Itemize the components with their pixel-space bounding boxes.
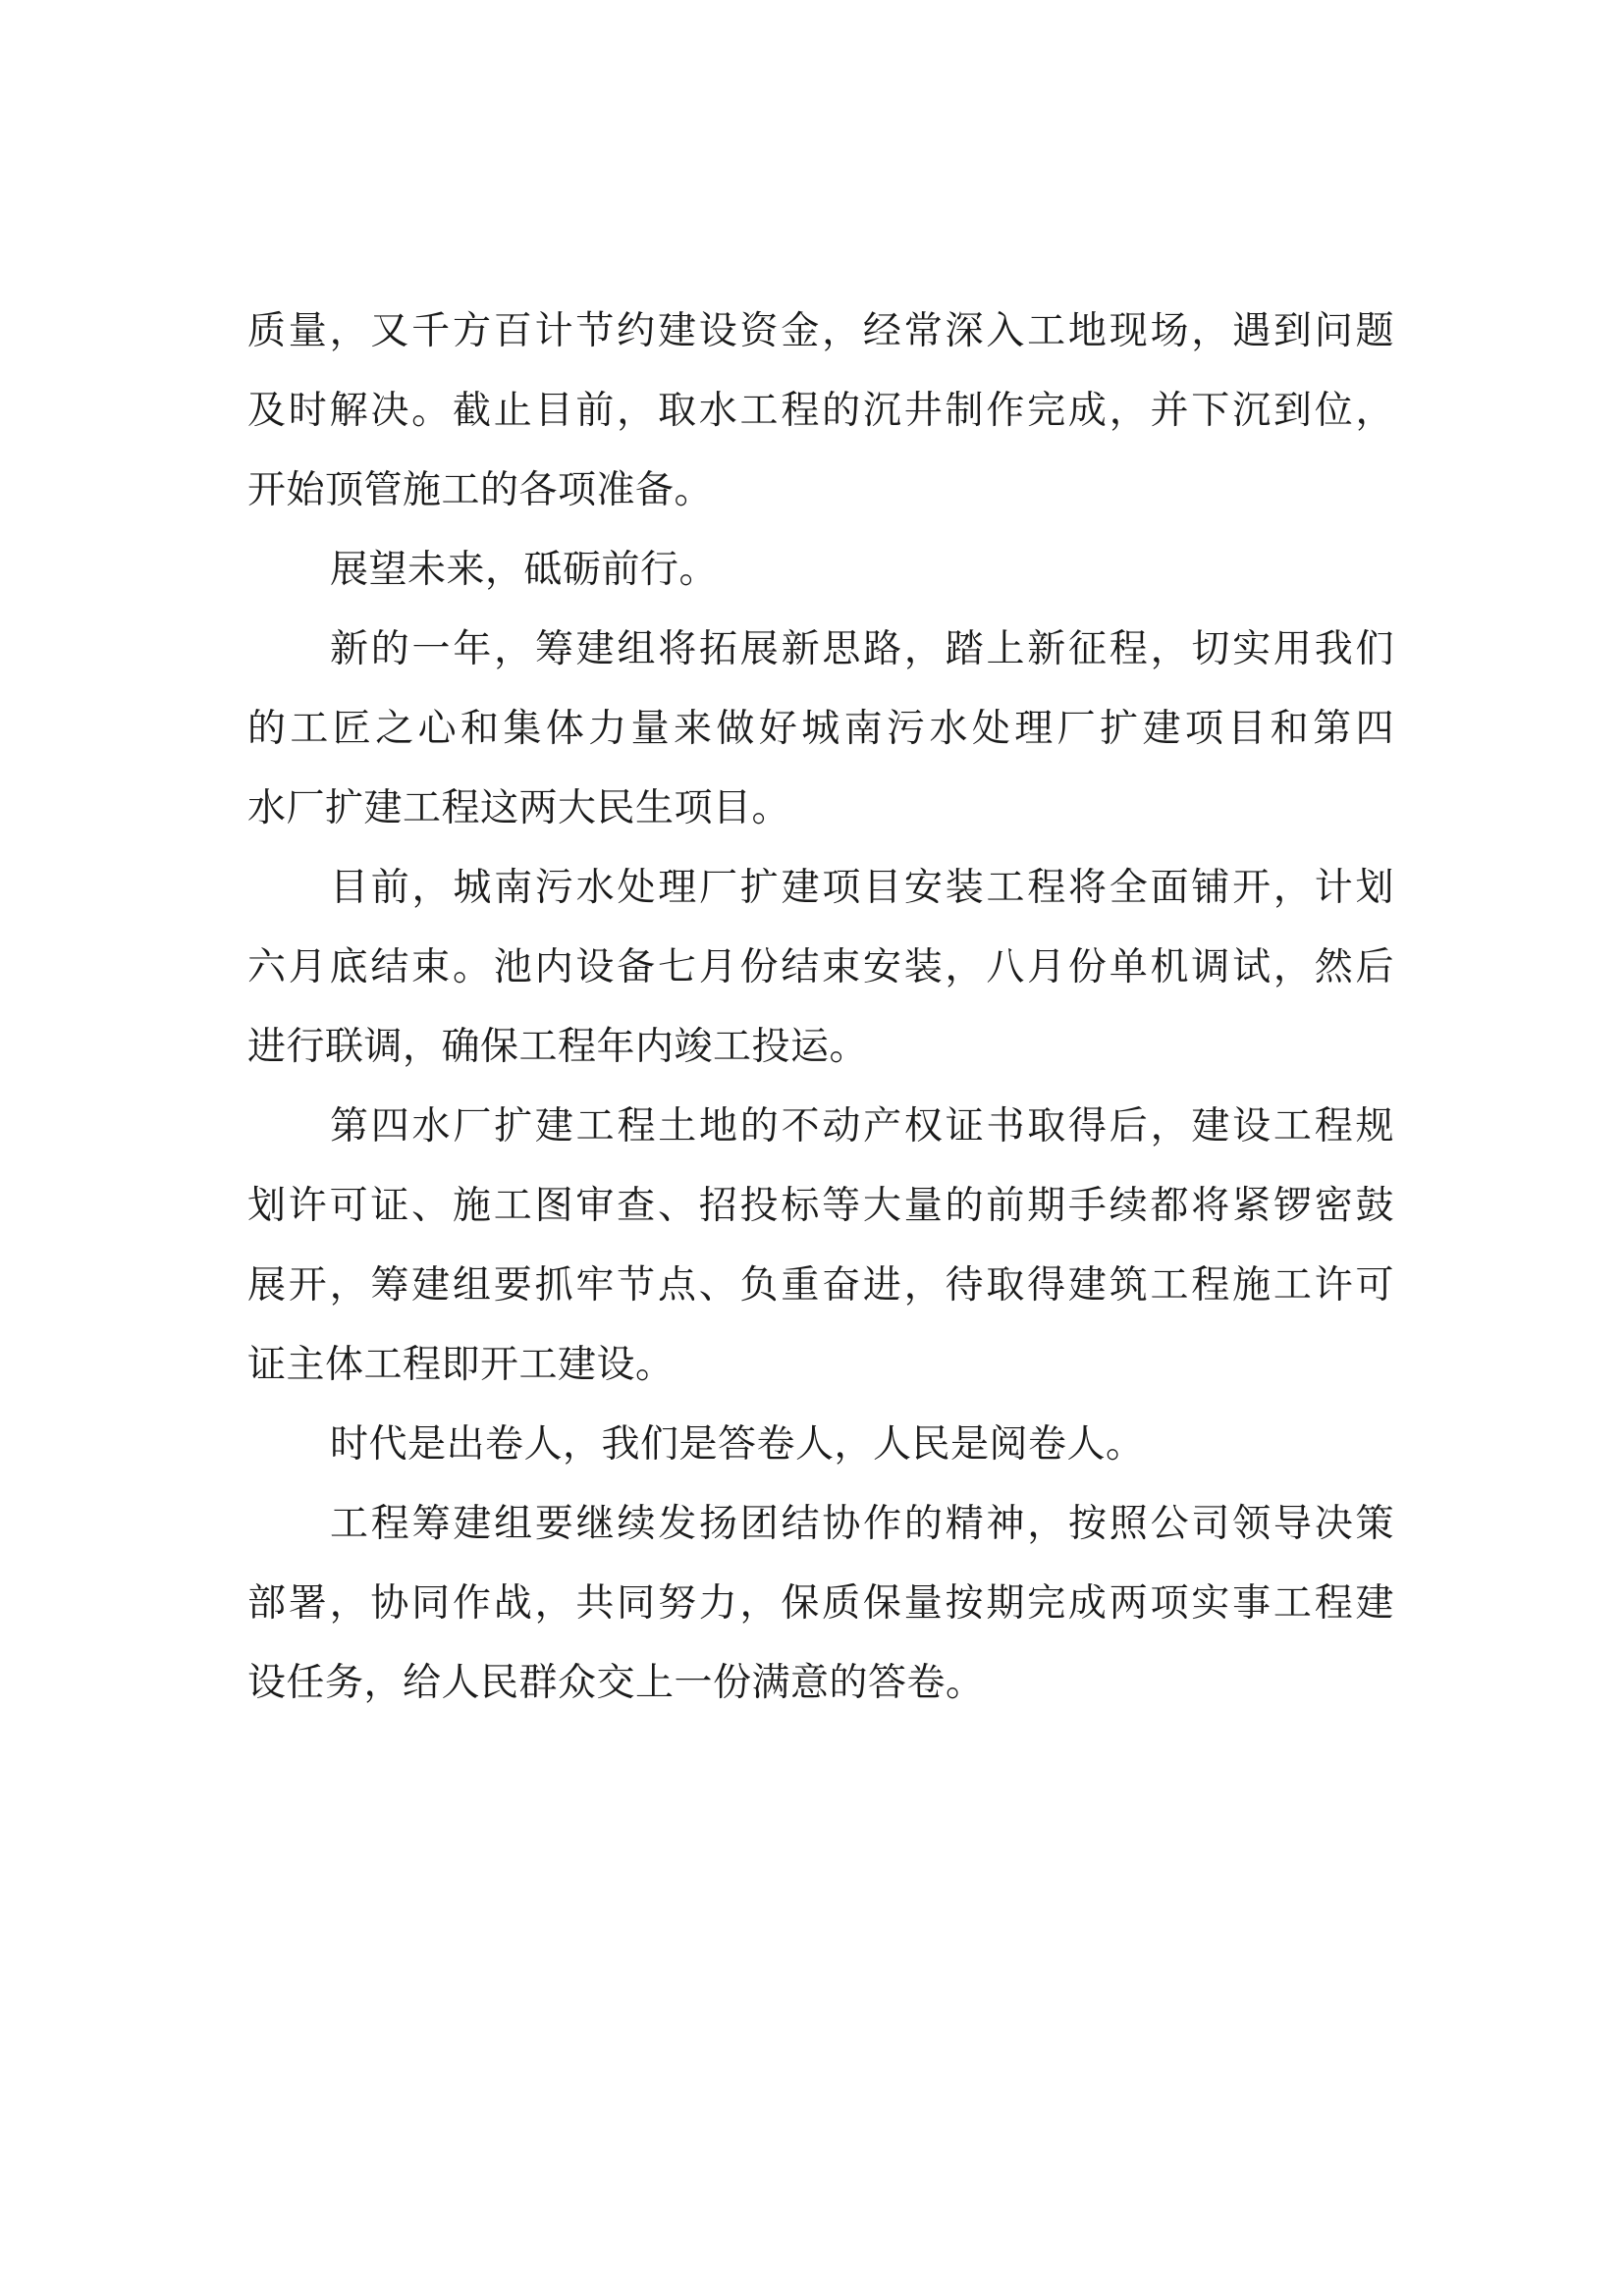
- text-line: 工程筹建组要继续发扬团结协作的精神，按照公司领导决策: [330, 1502, 1394, 1546]
- text-line: 证主体工程即开工建设。: [247, 1343, 675, 1387]
- text-line: 的工匠之心和集体力量来做好城南污水处理厂扩建项目和第四: [247, 707, 1394, 751]
- text-line: 时代是出卷人，我们是答卷人，人民是阅卷人。: [330, 1422, 1145, 1467]
- text-line: 设任务，给人民群众交上一份满意的答卷。: [247, 1661, 985, 1705]
- paragraph-6: [247, 1405, 1394, 1484]
- text-line: 新的一年，筹建组将拓展新思路，踏上新征程，切实用我们: [330, 627, 1394, 671]
- paragraph-1: [247, 292, 1394, 530]
- paragraph-3: [247, 610, 1394, 848]
- text-line: 水厂扩建工程这两大民生项目。: [247, 786, 791, 830]
- paragraph-5: [247, 1087, 1394, 1405]
- text-line: 部署，协同作战，共同努力，保质保量按期完成两项实事工程建: [247, 1581, 1394, 1626]
- text-line: 开始顶管施工的各项准备。: [247, 468, 714, 512]
- text-line: 进行联调，确保工程年内竣工投运。: [247, 1025, 869, 1069]
- text-line: 及时解决。截止目前，取水工程的沉井制作完成，并下沉到位，: [247, 389, 1394, 433]
- document-body: [247, 292, 1394, 1723]
- paragraph-4: [247, 848, 1394, 1087]
- text-line: 质量，又千方百计节约建设资金，经常深入工地现场，遇到问题: [247, 309, 1394, 353]
- text-line: 目前，城南污水处理厂扩建项目安装工程将全面铺开，计划: [330, 866, 1394, 910]
- paragraph-2: [247, 530, 1394, 610]
- text-line: 展开，筹建组要抓牢节点、负重奋进，待取得建筑工程施工许可: [247, 1263, 1394, 1308]
- text-line: 展望未来，砥砺前行。: [330, 548, 719, 592]
- paragraph-7: [247, 1484, 1394, 1723]
- text-line: 六月底结束。池内设备七月份结束安装，八月份单机调试，然后: [247, 945, 1394, 989]
- text-line: 第四水厂扩建工程土地的不动产权证书取得后，建设工程规: [330, 1104, 1394, 1148]
- text-line: 划许可证、施工图审查、招投标等大量的前期手续都将紧锣密鼓: [247, 1184, 1394, 1228]
